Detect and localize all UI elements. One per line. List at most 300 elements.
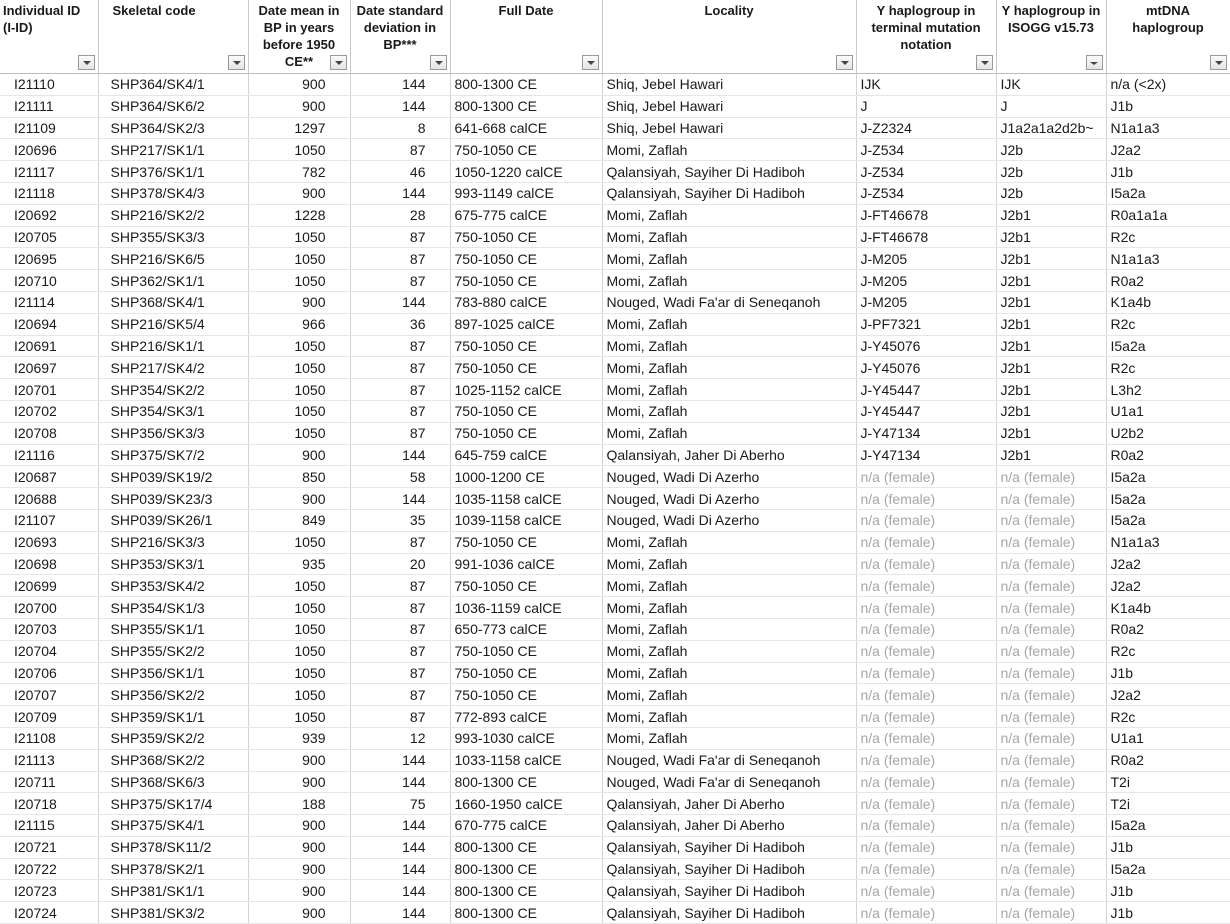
y-terminal-cell[interactable]: n/a (female) bbox=[856, 466, 996, 488]
full-date-cell[interactable]: 1050-1220 calCE bbox=[450, 161, 602, 183]
full-date-cell[interactable]: 993-1030 calCE bbox=[450, 727, 602, 749]
y-isogg-cell[interactable]: J1a2a1a2d2b~ bbox=[996, 117, 1106, 139]
mtdna-cell[interactable]: J1b bbox=[1106, 836, 1230, 858]
individual-id-cell[interactable]: I21117 bbox=[0, 161, 98, 183]
date-sd-cell[interactable]: 87 bbox=[350, 335, 450, 357]
full-date-cell[interactable]: 783-880 calCE bbox=[450, 291, 602, 313]
skeletal-code-cell[interactable]: SHP375/SK17/4 bbox=[98, 793, 248, 815]
date-mean-cell[interactable]: 1050 bbox=[248, 248, 350, 270]
full-date-cell[interactable]: 750-1050 CE bbox=[450, 531, 602, 553]
y-isogg-cell[interactable]: n/a (female) bbox=[996, 727, 1106, 749]
mtdna-cell[interactable]: R0a2 bbox=[1106, 749, 1230, 771]
mtdna-cell[interactable]: K1a4b bbox=[1106, 291, 1230, 313]
individual-id-cell[interactable]: I21116 bbox=[0, 444, 98, 466]
full-date-cell[interactable]: 750-1050 CE bbox=[450, 335, 602, 357]
y-isogg-cell[interactable]: J2b1 bbox=[996, 422, 1106, 444]
y-isogg-cell[interactable]: n/a (female) bbox=[996, 553, 1106, 575]
y-terminal-cell[interactable]: J-Y45447 bbox=[856, 379, 996, 401]
y-isogg-cell[interactable]: J2b bbox=[996, 161, 1106, 183]
date-mean-cell[interactable]: 188 bbox=[248, 793, 350, 815]
skeletal-code-cell[interactable]: SHP354/SK3/1 bbox=[98, 400, 248, 422]
y-terminal-cell[interactable]: J-Z2324 bbox=[856, 117, 996, 139]
skeletal-code-cell[interactable]: SHP364/SK6/2 bbox=[98, 95, 248, 117]
date-sd-cell[interactable]: 144 bbox=[350, 902, 450, 924]
mtdna-cell[interactable]: J1b bbox=[1106, 902, 1230, 924]
date-sd-cell[interactable]: 144 bbox=[350, 488, 450, 510]
sort-filter-icon[interactable] bbox=[1086, 55, 1103, 70]
date-sd-cell[interactable]: 87 bbox=[350, 575, 450, 597]
date-sd-cell[interactable]: 87 bbox=[350, 597, 450, 619]
individual-id-cell[interactable]: I20718 bbox=[0, 793, 98, 815]
date-mean-cell[interactable]: 1050 bbox=[248, 706, 350, 728]
individual-id-cell[interactable]: I20710 bbox=[0, 270, 98, 292]
individual-id-cell[interactable]: I20721 bbox=[0, 836, 98, 858]
y-terminal-cell[interactable]: J-Z534 bbox=[856, 139, 996, 161]
locality-cell[interactable]: Nouged, Wadi Fa'ar di Seneqanoh bbox=[602, 749, 856, 771]
date-mean-cell[interactable]: 900 bbox=[248, 95, 350, 117]
table-row[interactable] bbox=[0, 618, 1230, 640]
y-terminal-cell[interactable]: J-Y47134 bbox=[856, 444, 996, 466]
locality-cell[interactable]: Nouged, Wadi Fa'ar di Seneqanoh bbox=[602, 771, 856, 793]
individual-id-cell[interactable]: I20698 bbox=[0, 553, 98, 575]
date-mean-cell[interactable]: 900 bbox=[248, 444, 350, 466]
skeletal-code-cell[interactable]: SHP216/SK1/1 bbox=[98, 335, 248, 357]
date-sd-cell[interactable]: 144 bbox=[350, 749, 450, 771]
filter-dropdown-icon[interactable] bbox=[430, 55, 447, 70]
individual-id-cell[interactable]: I21107 bbox=[0, 509, 98, 531]
locality-cell[interactable]: Momi, Zaflah bbox=[602, 531, 856, 553]
y-terminal-cell[interactable]: J-FT46678 bbox=[856, 204, 996, 226]
mtdna-cell[interactable]: K1a4b bbox=[1106, 597, 1230, 619]
table-row[interactable] bbox=[0, 597, 1230, 619]
filter-dropdown-icon[interactable] bbox=[78, 55, 95, 70]
y-terminal-cell[interactable]: n/a (female) bbox=[856, 771, 996, 793]
locality-cell[interactable]: Shiq, Jebel Hawari bbox=[602, 74, 856, 96]
skeletal-code-cell[interactable]: SHP381/SK3/2 bbox=[98, 902, 248, 924]
mtdna-cell[interactable]: I5a2a bbox=[1106, 815, 1230, 837]
table-row[interactable] bbox=[0, 95, 1230, 117]
mtdna-cell[interactable]: I5a2a bbox=[1106, 466, 1230, 488]
mtdna-cell[interactable]: T2i bbox=[1106, 793, 1230, 815]
full-date-cell[interactable]: 750-1050 CE bbox=[450, 248, 602, 270]
date-sd-cell[interactable]: 144 bbox=[350, 182, 450, 204]
y-isogg-cell[interactable]: n/a (female) bbox=[996, 836, 1106, 858]
skeletal-code-cell[interactable]: SHP364/SK4/1 bbox=[98, 74, 248, 96]
individual-id-cell[interactable]: I20703 bbox=[0, 618, 98, 640]
table-row[interactable] bbox=[0, 270, 1230, 292]
skeletal-code-cell[interactable]: SHP216/SK5/4 bbox=[98, 313, 248, 335]
full-date-cell[interactable]: 750-1050 CE bbox=[450, 226, 602, 248]
table-row[interactable] bbox=[0, 880, 1230, 902]
y-isogg-cell[interactable]: J2b1 bbox=[996, 226, 1106, 248]
individual-id-cell[interactable]: I20696 bbox=[0, 139, 98, 161]
date-mean-cell[interactable]: 1050 bbox=[248, 422, 350, 444]
date-sd-cell[interactable]: 36 bbox=[350, 313, 450, 335]
y-terminal-cell[interactable]: J-M205 bbox=[856, 248, 996, 270]
table-row[interactable] bbox=[0, 488, 1230, 510]
table-row[interactable] bbox=[0, 771, 1230, 793]
skeletal-code-cell[interactable]: SHP355/SK1/1 bbox=[98, 618, 248, 640]
mtdna-cell[interactable]: R2c bbox=[1106, 226, 1230, 248]
mtdna-cell[interactable]: J1b bbox=[1106, 662, 1230, 684]
table-row[interactable] bbox=[0, 379, 1230, 401]
y-isogg-cell[interactable]: n/a (female) bbox=[996, 902, 1106, 924]
skeletal-code-cell[interactable]: SHP364/SK2/3 bbox=[98, 117, 248, 139]
mtdna-cell[interactable]: R0a2 bbox=[1106, 444, 1230, 466]
y-terminal-cell[interactable]: J-Y45076 bbox=[856, 357, 996, 379]
y-terminal-cell[interactable]: n/a (female) bbox=[856, 706, 996, 728]
date-mean-cell[interactable]: 1050 bbox=[248, 357, 350, 379]
skeletal-code-cell[interactable]: SHP353/SK3/1 bbox=[98, 553, 248, 575]
table-row[interactable] bbox=[0, 248, 1230, 270]
mtdna-cell[interactable]: J2a2 bbox=[1106, 139, 1230, 161]
table-row[interactable] bbox=[0, 749, 1230, 771]
y-terminal-cell[interactable]: n/a (female) bbox=[856, 662, 996, 684]
date-sd-cell[interactable]: 87 bbox=[350, 270, 450, 292]
table-row[interactable] bbox=[0, 422, 1230, 444]
y-isogg-cell[interactable]: J2b1 bbox=[996, 248, 1106, 270]
locality-cell[interactable]: Momi, Zaflah bbox=[602, 248, 856, 270]
locality-cell[interactable]: Qalansiyah, Sayiher Di Hadiboh bbox=[602, 161, 856, 183]
date-mean-cell[interactable]: 900 bbox=[248, 488, 350, 510]
table-row[interactable] bbox=[0, 553, 1230, 575]
full-date-cell[interactable]: 800-1300 CE bbox=[450, 858, 602, 880]
date-sd-cell[interactable]: 87 bbox=[350, 618, 450, 640]
y-terminal-cell[interactable]: n/a (female) bbox=[856, 597, 996, 619]
y-isogg-cell[interactable]: n/a (female) bbox=[996, 509, 1106, 531]
locality-cell[interactable]: Momi, Zaflah bbox=[602, 684, 856, 706]
skeletal-code-cell[interactable]: SHP378/SK2/1 bbox=[98, 858, 248, 880]
date-mean-cell[interactable]: 966 bbox=[248, 313, 350, 335]
full-date-cell[interactable]: 750-1050 CE bbox=[450, 422, 602, 444]
y-isogg-cell[interactable]: n/a (female) bbox=[996, 858, 1106, 880]
table-row[interactable] bbox=[0, 204, 1230, 226]
date-sd-cell[interactable]: 87 bbox=[350, 640, 450, 662]
full-date-cell[interactable]: 1033-1158 calCE bbox=[450, 749, 602, 771]
mtdna-cell[interactable]: N1a1a3 bbox=[1106, 117, 1230, 139]
full-date-cell[interactable]: 1035-1158 calCE bbox=[450, 488, 602, 510]
table-row[interactable] bbox=[0, 793, 1230, 815]
full-date-cell[interactable]: 750-1050 CE bbox=[450, 400, 602, 422]
locality-cell[interactable]: Nouged, Wadi Di Azerho bbox=[602, 466, 856, 488]
full-date-cell[interactable]: 1039-1158 calCE bbox=[450, 509, 602, 531]
full-date-cell[interactable]: 772-893 calCE bbox=[450, 706, 602, 728]
y-isogg-cell[interactable]: n/a (female) bbox=[996, 466, 1106, 488]
filter-dropdown-icon[interactable] bbox=[228, 55, 245, 70]
locality-cell[interactable]: Qalansiyah, Jaher Di Aberho bbox=[602, 793, 856, 815]
individual-id-cell[interactable]: I20708 bbox=[0, 422, 98, 444]
full-date-cell[interactable]: 800-1300 CE bbox=[450, 902, 602, 924]
locality-cell[interactable]: Qalansiyah, Sayiher Di Hadiboh bbox=[602, 880, 856, 902]
individual-id-cell[interactable]: I21114 bbox=[0, 291, 98, 313]
table-row[interactable] bbox=[0, 74, 1230, 96]
mtdna-cell[interactable]: J2a2 bbox=[1106, 684, 1230, 706]
skeletal-code-cell[interactable]: SHP356/SK2/2 bbox=[98, 684, 248, 706]
table-row[interactable] bbox=[0, 727, 1230, 749]
y-terminal-cell[interactable]: n/a (female) bbox=[856, 727, 996, 749]
date-mean-cell[interactable]: 1050 bbox=[248, 270, 350, 292]
locality-cell[interactable]: Momi, Zaflah bbox=[602, 379, 856, 401]
full-date-cell[interactable]: 800-1300 CE bbox=[450, 771, 602, 793]
locality-cell[interactable]: Qalansiyah, Sayiher Di Hadiboh bbox=[602, 836, 856, 858]
y-isogg-cell[interactable]: J2b bbox=[996, 182, 1106, 204]
mtdna-cell[interactable]: R0a2 bbox=[1106, 270, 1230, 292]
locality-cell[interactable]: Momi, Zaflah bbox=[602, 727, 856, 749]
mtdna-cell[interactable]: J2a2 bbox=[1106, 575, 1230, 597]
date-mean-cell[interactable]: 1050 bbox=[248, 531, 350, 553]
full-date-cell[interactable]: 800-1300 CE bbox=[450, 74, 602, 96]
date-mean-cell[interactable]: 1228 bbox=[248, 204, 350, 226]
y-isogg-cell[interactable]: n/a (female) bbox=[996, 531, 1106, 553]
table-row[interactable] bbox=[0, 640, 1230, 662]
date-sd-cell[interactable]: 58 bbox=[350, 466, 450, 488]
date-mean-cell[interactable]: 1050 bbox=[248, 335, 350, 357]
skeletal-code-cell[interactable]: SHP217/SK1/1 bbox=[98, 139, 248, 161]
locality-cell[interactable]: Momi, Zaflah bbox=[602, 640, 856, 662]
individual-id-cell[interactable]: I20701 bbox=[0, 379, 98, 401]
skeletal-code-cell[interactable]: SHP359/SK1/1 bbox=[98, 706, 248, 728]
y-isogg-cell[interactable]: n/a (female) bbox=[996, 662, 1106, 684]
date-sd-cell[interactable]: 87 bbox=[350, 139, 450, 161]
skeletal-code-cell[interactable]: SHP362/SK1/1 bbox=[98, 270, 248, 292]
date-sd-cell[interactable]: 87 bbox=[350, 248, 450, 270]
y-isogg-cell[interactable]: n/a (female) bbox=[996, 597, 1106, 619]
y-terminal-cell[interactable]: IJK bbox=[856, 74, 996, 96]
y-terminal-cell[interactable]: n/a (female) bbox=[856, 553, 996, 575]
date-mean-cell[interactable]: 900 bbox=[248, 74, 350, 96]
skeletal-code-cell[interactable]: SHP359/SK2/2 bbox=[98, 727, 248, 749]
table-row[interactable] bbox=[0, 335, 1230, 357]
locality-cell[interactable]: Momi, Zaflah bbox=[602, 662, 856, 684]
date-mean-cell[interactable]: 1050 bbox=[248, 684, 350, 706]
locality-cell[interactable]: Qalansiyah, Jaher Di Aberho bbox=[602, 444, 856, 466]
y-isogg-cell[interactable]: n/a (female) bbox=[996, 684, 1106, 706]
y-terminal-cell[interactable]: n/a (female) bbox=[856, 531, 996, 553]
mtdna-cell[interactable]: R2c bbox=[1106, 640, 1230, 662]
y-isogg-cell[interactable]: J2b1 bbox=[996, 313, 1106, 335]
filter-dropdown-icon[interactable] bbox=[836, 55, 853, 70]
full-date-cell[interactable]: 1025-1152 calCE bbox=[450, 379, 602, 401]
date-mean-cell[interactable]: 1050 bbox=[248, 379, 350, 401]
individual-id-cell[interactable]: I20694 bbox=[0, 313, 98, 335]
y-isogg-cell[interactable]: n/a (female) bbox=[996, 771, 1106, 793]
y-isogg-cell[interactable]: IJK bbox=[996, 74, 1106, 96]
full-date-cell[interactable]: 991-1036 calCE bbox=[450, 553, 602, 575]
full-date-cell[interactable]: 1000-1200 CE bbox=[450, 466, 602, 488]
date-mean-cell[interactable]: 900 bbox=[248, 749, 350, 771]
date-sd-cell[interactable]: 144 bbox=[350, 836, 450, 858]
individual-id-cell[interactable]: I20704 bbox=[0, 640, 98, 662]
date-sd-cell[interactable]: 35 bbox=[350, 509, 450, 531]
full-date-cell[interactable]: 750-1050 CE bbox=[450, 575, 602, 597]
individual-id-cell[interactable]: I20697 bbox=[0, 357, 98, 379]
table-row[interactable] bbox=[0, 444, 1230, 466]
skeletal-code-cell[interactable]: SHP355/SK3/3 bbox=[98, 226, 248, 248]
individual-id-cell[interactable]: I21115 bbox=[0, 815, 98, 837]
individual-id-cell[interactable]: I20709 bbox=[0, 706, 98, 728]
individual-id-cell[interactable]: I21113 bbox=[0, 749, 98, 771]
y-terminal-cell[interactable]: J-Y45076 bbox=[856, 335, 996, 357]
locality-cell[interactable]: Momi, Zaflah bbox=[602, 553, 856, 575]
individual-id-cell[interactable]: I20706 bbox=[0, 662, 98, 684]
individual-id-cell[interactable]: I20699 bbox=[0, 575, 98, 597]
table-row[interactable] bbox=[0, 139, 1230, 161]
table-row[interactable] bbox=[0, 400, 1230, 422]
individual-id-cell[interactable]: I21111 bbox=[0, 95, 98, 117]
date-sd-cell[interactable]: 87 bbox=[350, 379, 450, 401]
date-mean-cell[interactable]: 1297 bbox=[248, 117, 350, 139]
full-date-cell[interactable]: 897-1025 calCE bbox=[450, 313, 602, 335]
skeletal-code-cell[interactable]: SHP039/SK23/3 bbox=[98, 488, 248, 510]
date-sd-cell[interactable]: 87 bbox=[350, 706, 450, 728]
table-row[interactable] bbox=[0, 182, 1230, 204]
locality-cell[interactable]: Shiq, Jebel Hawari bbox=[602, 95, 856, 117]
filter-dropdown-icon[interactable] bbox=[1210, 55, 1227, 70]
mtdna-cell[interactable]: n/a (<2x) bbox=[1106, 74, 1230, 96]
y-terminal-cell[interactable]: J-FT46678 bbox=[856, 226, 996, 248]
y-terminal-cell[interactable]: n/a (female) bbox=[856, 815, 996, 837]
y-isogg-cell[interactable]: J bbox=[996, 95, 1106, 117]
full-date-cell[interactable]: 750-1050 CE bbox=[450, 640, 602, 662]
locality-cell[interactable]: Momi, Zaflah bbox=[602, 618, 856, 640]
individual-id-cell[interactable]: I20688 bbox=[0, 488, 98, 510]
y-isogg-cell[interactable]: J2b bbox=[996, 139, 1106, 161]
date-sd-cell[interactable]: 46 bbox=[350, 161, 450, 183]
full-date-cell[interactable]: 993-1149 calCE bbox=[450, 182, 602, 204]
y-isogg-cell[interactable]: J2b1 bbox=[996, 357, 1106, 379]
individual-id-cell[interactable]: I21108 bbox=[0, 727, 98, 749]
mtdna-cell[interactable]: U1a1 bbox=[1106, 400, 1230, 422]
date-mean-cell[interactable]: 900 bbox=[248, 815, 350, 837]
skeletal-code-cell[interactable]: SHP039/SK19/2 bbox=[98, 466, 248, 488]
y-terminal-cell[interactable]: n/a (female) bbox=[856, 836, 996, 858]
locality-cell[interactable]: Qalansiyah, Sayiher Di Hadiboh bbox=[602, 182, 856, 204]
y-isogg-cell[interactable]: n/a (female) bbox=[996, 488, 1106, 510]
full-date-cell[interactable]: 800-1300 CE bbox=[450, 880, 602, 902]
skeletal-code-cell[interactable]: SHP375/SK4/1 bbox=[98, 815, 248, 837]
locality-cell[interactable]: Momi, Zaflah bbox=[602, 575, 856, 597]
mtdna-cell[interactable]: I5a2a bbox=[1106, 509, 1230, 531]
full-date-cell[interactable]: 750-1050 CE bbox=[450, 662, 602, 684]
mtdna-cell[interactable]: J1b bbox=[1106, 161, 1230, 183]
filter-dropdown-icon[interactable] bbox=[330, 55, 347, 70]
table-row[interactable] bbox=[0, 291, 1230, 313]
skeletal-code-cell[interactable]: SHP216/SK6/5 bbox=[98, 248, 248, 270]
individual-id-cell[interactable]: I20723 bbox=[0, 880, 98, 902]
y-terminal-cell[interactable]: J-Z534 bbox=[856, 182, 996, 204]
table-row[interactable] bbox=[0, 662, 1230, 684]
date-mean-cell[interactable]: 900 bbox=[248, 771, 350, 793]
filter-dropdown-icon[interactable] bbox=[976, 55, 993, 70]
y-isogg-cell[interactable]: J2b1 bbox=[996, 400, 1106, 422]
mtdna-cell[interactable]: L3h2 bbox=[1106, 379, 1230, 401]
skeletal-code-cell[interactable]: SHP356/SK1/1 bbox=[98, 662, 248, 684]
y-isogg-cell[interactable]: n/a (female) bbox=[996, 640, 1106, 662]
table-row[interactable] bbox=[0, 357, 1230, 379]
date-sd-cell[interactable]: 75 bbox=[350, 793, 450, 815]
date-mean-cell[interactable]: 900 bbox=[248, 182, 350, 204]
date-sd-cell[interactable]: 8 bbox=[350, 117, 450, 139]
date-mean-cell[interactable]: 849 bbox=[248, 509, 350, 531]
mtdna-cell[interactable]: T2i bbox=[1106, 771, 1230, 793]
individual-id-cell[interactable]: I20724 bbox=[0, 902, 98, 924]
date-mean-cell[interactable]: 1050 bbox=[248, 640, 350, 662]
skeletal-code-cell[interactable]: SHP039/SK26/1 bbox=[98, 509, 248, 531]
individual-id-cell[interactable]: I20702 bbox=[0, 400, 98, 422]
y-terminal-cell[interactable]: n/a (female) bbox=[856, 575, 996, 597]
table-row[interactable] bbox=[0, 575, 1230, 597]
date-mean-cell[interactable]: 782 bbox=[248, 161, 350, 183]
date-mean-cell[interactable]: 900 bbox=[248, 836, 350, 858]
date-mean-cell[interactable]: 1050 bbox=[248, 662, 350, 684]
date-mean-cell[interactable]: 1050 bbox=[248, 226, 350, 248]
skeletal-code-cell[interactable]: SHP216/SK2/2 bbox=[98, 204, 248, 226]
locality-cell[interactable]: Momi, Zaflah bbox=[602, 422, 856, 444]
individual-id-cell[interactable]: I20707 bbox=[0, 684, 98, 706]
y-terminal-cell[interactable]: n/a (female) bbox=[856, 488, 996, 510]
date-mean-cell[interactable]: 1050 bbox=[248, 597, 350, 619]
mtdna-cell[interactable]: I5a2a bbox=[1106, 858, 1230, 880]
date-sd-cell[interactable]: 144 bbox=[350, 771, 450, 793]
full-date-cell[interactable]: 641-668 calCE bbox=[450, 117, 602, 139]
y-terminal-cell[interactable]: n/a (female) bbox=[856, 684, 996, 706]
y-isogg-cell[interactable]: J2b1 bbox=[996, 270, 1106, 292]
mtdna-cell[interactable]: R0a1a1a bbox=[1106, 204, 1230, 226]
mtdna-cell[interactable]: R2c bbox=[1106, 313, 1230, 335]
mtdna-cell[interactable]: J1b bbox=[1106, 880, 1230, 902]
locality-cell[interactable]: Momi, Zaflah bbox=[602, 706, 856, 728]
y-terminal-cell[interactable]: J-Z534 bbox=[856, 161, 996, 183]
skeletal-code-cell[interactable]: SHP375/SK7/2 bbox=[98, 444, 248, 466]
date-mean-cell[interactable]: 900 bbox=[248, 858, 350, 880]
locality-cell[interactable]: Shiq, Jebel Hawari bbox=[602, 117, 856, 139]
individual-id-cell[interactable]: I20722 bbox=[0, 858, 98, 880]
date-sd-cell[interactable]: 20 bbox=[350, 553, 450, 575]
locality-cell[interactable]: Qalansiyah, Sayiher Di Hadiboh bbox=[602, 858, 856, 880]
locality-cell[interactable]: Qalansiyah, Sayiher Di Hadiboh bbox=[602, 902, 856, 924]
locality-cell[interactable]: Nouged, Wadi Fa'ar di Seneqanoh bbox=[602, 291, 856, 313]
date-sd-cell[interactable]: 12 bbox=[350, 727, 450, 749]
y-isogg-cell[interactable]: n/a (female) bbox=[996, 815, 1106, 837]
date-sd-cell[interactable]: 87 bbox=[350, 684, 450, 706]
mtdna-cell[interactable]: R0a2 bbox=[1106, 618, 1230, 640]
full-date-cell[interactable]: 750-1050 CE bbox=[450, 139, 602, 161]
individual-id-cell[interactable]: I21110 bbox=[0, 74, 98, 96]
date-mean-cell[interactable]: 900 bbox=[248, 880, 350, 902]
date-mean-cell[interactable]: 850 bbox=[248, 466, 350, 488]
locality-cell[interactable]: Momi, Zaflah bbox=[602, 226, 856, 248]
date-sd-cell[interactable]: 87 bbox=[350, 226, 450, 248]
y-terminal-cell[interactable]: n/a (female) bbox=[856, 749, 996, 771]
mtdna-cell[interactable]: J2a2 bbox=[1106, 553, 1230, 575]
table-row[interactable] bbox=[0, 815, 1230, 837]
date-sd-cell[interactable]: 144 bbox=[350, 444, 450, 466]
table-row[interactable] bbox=[0, 531, 1230, 553]
skeletal-code-cell[interactable]: SHP378/SK11/2 bbox=[98, 836, 248, 858]
individual-id-cell[interactable]: I20695 bbox=[0, 248, 98, 270]
date-mean-cell[interactable]: 935 bbox=[248, 553, 350, 575]
individual-id-cell[interactable]: I20692 bbox=[0, 204, 98, 226]
locality-cell[interactable]: Momi, Zaflah bbox=[602, 357, 856, 379]
skeletal-code-cell[interactable]: SHP217/SK4/2 bbox=[98, 357, 248, 379]
locality-cell[interactable]: Qalansiyah, Jaher Di Aberho bbox=[602, 815, 856, 837]
locality-cell[interactable]: Nouged, Wadi Di Azerho bbox=[602, 509, 856, 531]
full-date-cell[interactable]: 1036-1159 calCE bbox=[450, 597, 602, 619]
table-row[interactable] bbox=[0, 836, 1230, 858]
y-terminal-cell[interactable]: J bbox=[856, 95, 996, 117]
skeletal-code-cell[interactable]: SHP216/SK3/3 bbox=[98, 531, 248, 553]
date-sd-cell[interactable]: 87 bbox=[350, 422, 450, 444]
